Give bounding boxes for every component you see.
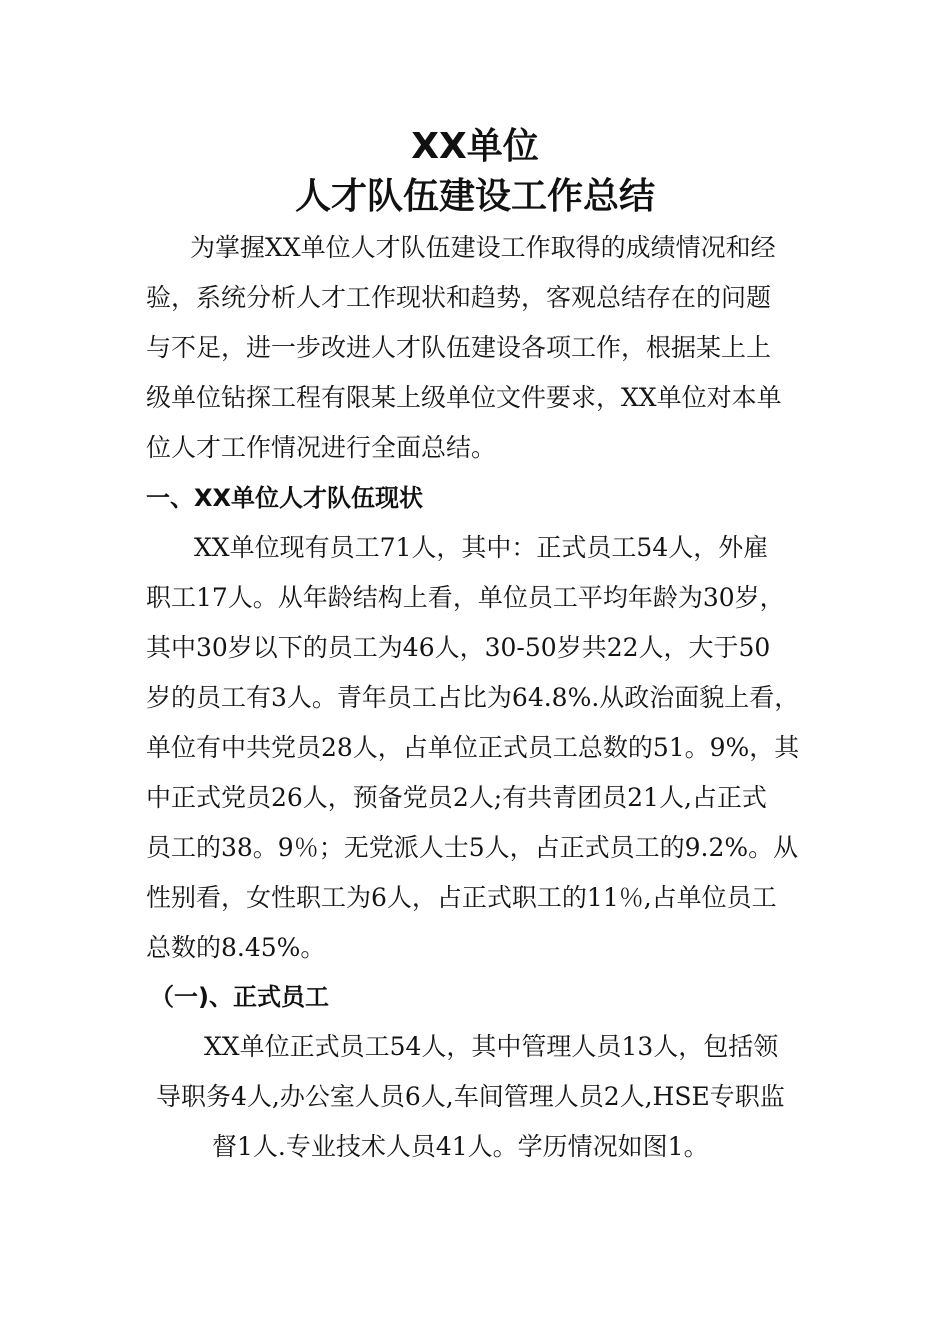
document-title-line2: 人才队伍建设工作总结 (294, 176, 655, 217)
document-title-line1: XX单位 (411, 126, 539, 167)
intro-paragraph-line: 与不足，进一步改进人才队伍建设各项工作，根据某上上 (146, 333, 772, 362)
section1-paragraph-line: 职工17人。从年龄结构上看，单位员工平均年龄为30岁， (146, 583, 785, 612)
section1-paragraph-line: 总数的8.45%。 (146, 933, 326, 962)
section-heading: 一、XX单位人才队伍现状 (146, 484, 424, 512)
section1-paragraph-line: 岁的员工有3人。青年员工占比为64.8%.从政治面貌上看， (146, 683, 800, 712)
subsection1-paragraph-line: 导职务4人,办公室人员6人,车间管理人员2人,HSE专职监 (156, 1082, 785, 1111)
section1-paragraph-line: 中正式党员26人，预备党员2人;有共青团员21人,占正式 (146, 783, 767, 812)
intro-paragraph-line: 为掌握XX单位人才队伍建设工作取得的成绩情况和经 (190, 233, 776, 262)
section1-paragraph-line: 性别看，女性职工为6人，占正式职工的11％,占单位员工 (146, 883, 777, 912)
subsection1-paragraph-line: 督1人.专业技术人员41人。学历情况如图1。 (212, 1132, 709, 1161)
section1-paragraph-line: 其中30岁以下的员工为46人，30-50岁共22人，大于50 (146, 633, 771, 662)
intro-paragraph-line: 验，系统分析人才工作现状和趋势，客观总结存在的问题 (146, 283, 772, 312)
intro-paragraph-line: 级单位钻探工程有限某上级单位文件要求，XX单位对本单 (146, 383, 782, 412)
section1-paragraph-line: 单位有中共党员28人，占单位正式员工总数的51。9%，其 (146, 733, 800, 762)
subsection-heading: （一)、正式员工 (150, 983, 329, 1011)
intro-paragraph-line: 位人才工作情况进行全面总结。 (146, 433, 497, 462)
section1-paragraph-line: XX单位现有员工71人，其中：正式员工54人，外雇 (194, 533, 769, 562)
subsection1-paragraph-line: XX单位正式员工54人，其中管理人员13人，包括领 (204, 1032, 779, 1061)
section1-paragraph-line: 员工的38。9％；无党派人士5人，占正式员工的9.2%。从 (146, 833, 799, 862)
